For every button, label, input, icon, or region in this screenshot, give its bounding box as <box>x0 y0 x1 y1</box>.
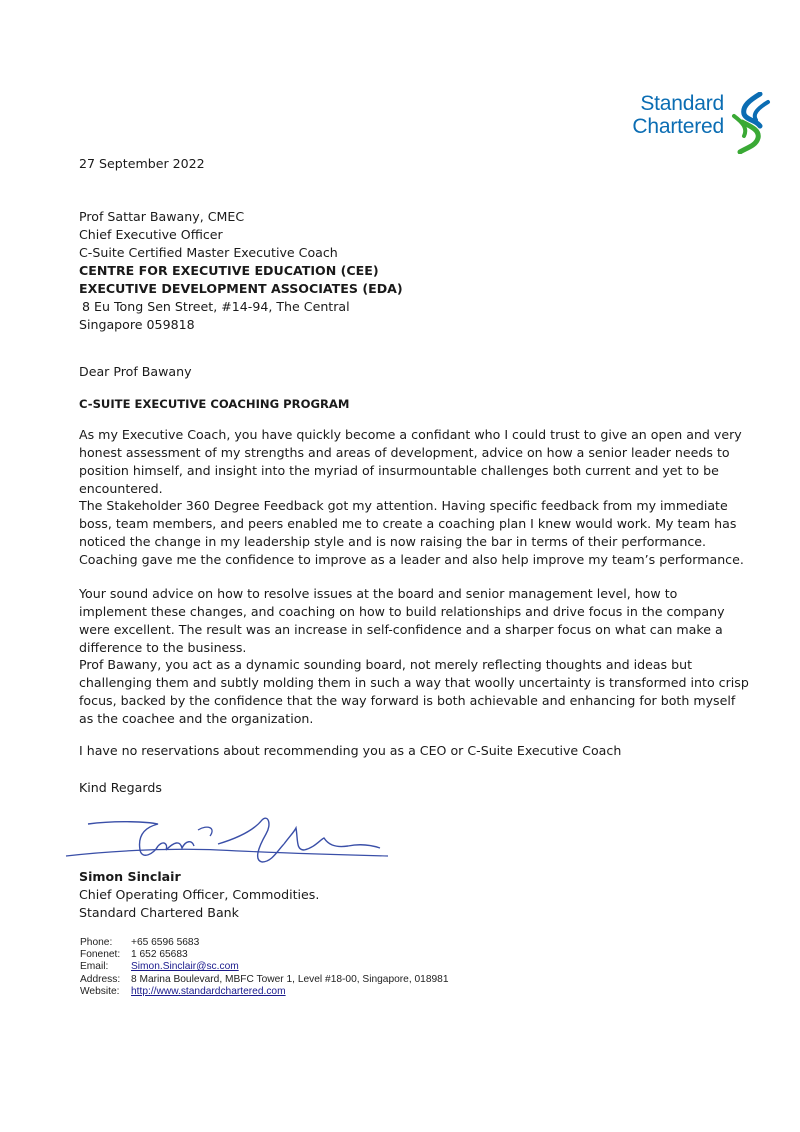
email-link[interactable]: Simon.Sinclair@sc.com <box>131 961 239 973</box>
fonenet-label: Fonenet: <box>80 949 121 961</box>
website-link[interactable]: http://www.standardchartered.com <box>131 985 286 997</box>
signer-title: Chief Operating Officer, Commodities. <box>79 887 320 902</box>
contact-details <box>80 937 449 998</box>
signer-block <box>79 868 319 922</box>
letter-date: 27 September 2022 <box>79 156 205 171</box>
addressee-credential: C-Suite Certified Master Executive Coach <box>79 245 338 260</box>
addressee-org-1: CENTRE FOR EXECUTIVE EDUCATION (CEE) <box>79 263 379 278</box>
closing: Kind Regards <box>79 780 162 795</box>
letter-subject: C-SUITE EXECUTIVE COACHING PROGRAM <box>79 397 350 411</box>
contact-row-phone <box>80 937 449 949</box>
addressee-name: Prof Sattar Bawany, CMEC <box>79 209 245 224</box>
addressee-block <box>79 208 403 334</box>
contact-row-website <box>80 986 449 998</box>
fonenet-value: 1 652 65683 <box>131 949 188 961</box>
body-paragraph-3: Your sound advice on how to resolve issues at the board and senior management level, how to implement these changes, and coaching on how to build relationships and drive focus in the company were excellent. The result was an increase in self-confidence and a sharper focus on what can make a difference to the business. <box>79 586 725 655</box>
signer-company: Standard Chartered Bank <box>79 905 239 920</box>
contact-row-email <box>80 961 449 973</box>
addressee-city: Singapore 059818 <box>79 317 195 332</box>
body-paragraph-2: The Stakeholder 360 Degree Feedback got my attention. Having specific feedback from my immediate boss, team members, and peers enabled me to create a coaching plan I knew would work. My team has noticed the change in my leadership style and is now raising the bar in terms of their performance. Coaching gave me the confidence to improve as a leader and also help improve my team’s performance. <box>79 498 744 567</box>
body-paragraph-1: As my Executive Coach, you have quickly become a confidant who I could trust to give an open and very honest assessment of my strengths and areas of development, advice on how a senior leader needs to position himself, and insight into the myriad of insurmountable challenges both current and yet to be encountered. <box>79 427 742 496</box>
standard-chartered-logo <box>614 92 774 154</box>
salutation: Dear Prof Bawany <box>79 364 192 379</box>
standard-chartered-logo-mark-icon <box>730 92 772 154</box>
address-value: 8 Marina Boulevard, MBFC Tower 1, Level #18-00, Singapore, 018981 <box>131 973 449 985</box>
email-label: Email: <box>80 961 109 973</box>
addressee-title: Chief Executive Officer <box>79 227 223 242</box>
logo-line-2: Chartered <box>632 115 724 138</box>
addressee-street: 8 Eu Tong Sen Street, #14-94, The Central <box>82 299 350 314</box>
body-paragraph-4: Prof Bawany, you act as a dynamic sounding board, not merely reflecting thoughts and ideas but challenging them and subtly molding them in such a way that woolly uncertainty is transformed into crisp focus, backed by the confidence that the way forward is both achievable and enhancing for both myself as the coachee and the organization. <box>79 657 749 726</box>
logo-wordmark <box>614 92 724 138</box>
logo-line-1: Standard <box>640 92 724 115</box>
contact-row-fonenet <box>80 949 449 961</box>
body-paragraph-5: I have no reservations about recommending you as a CEO or C-Suite Executive Coach <box>79 743 622 758</box>
handwritten-signature-icon <box>58 810 398 866</box>
contact-row-address <box>80 974 449 986</box>
website-label: Website: <box>80 985 120 997</box>
phone-value: +65 6596 5683 <box>131 937 200 948</box>
phone-label: Phone: <box>80 937 113 948</box>
signer-name: Simon Sinclair <box>79 869 181 884</box>
address-label: Address: <box>80 973 121 985</box>
addressee-org-2: EXECUTIVE DEVELOPMENT ASSOCIATES (EDA) <box>79 281 403 296</box>
